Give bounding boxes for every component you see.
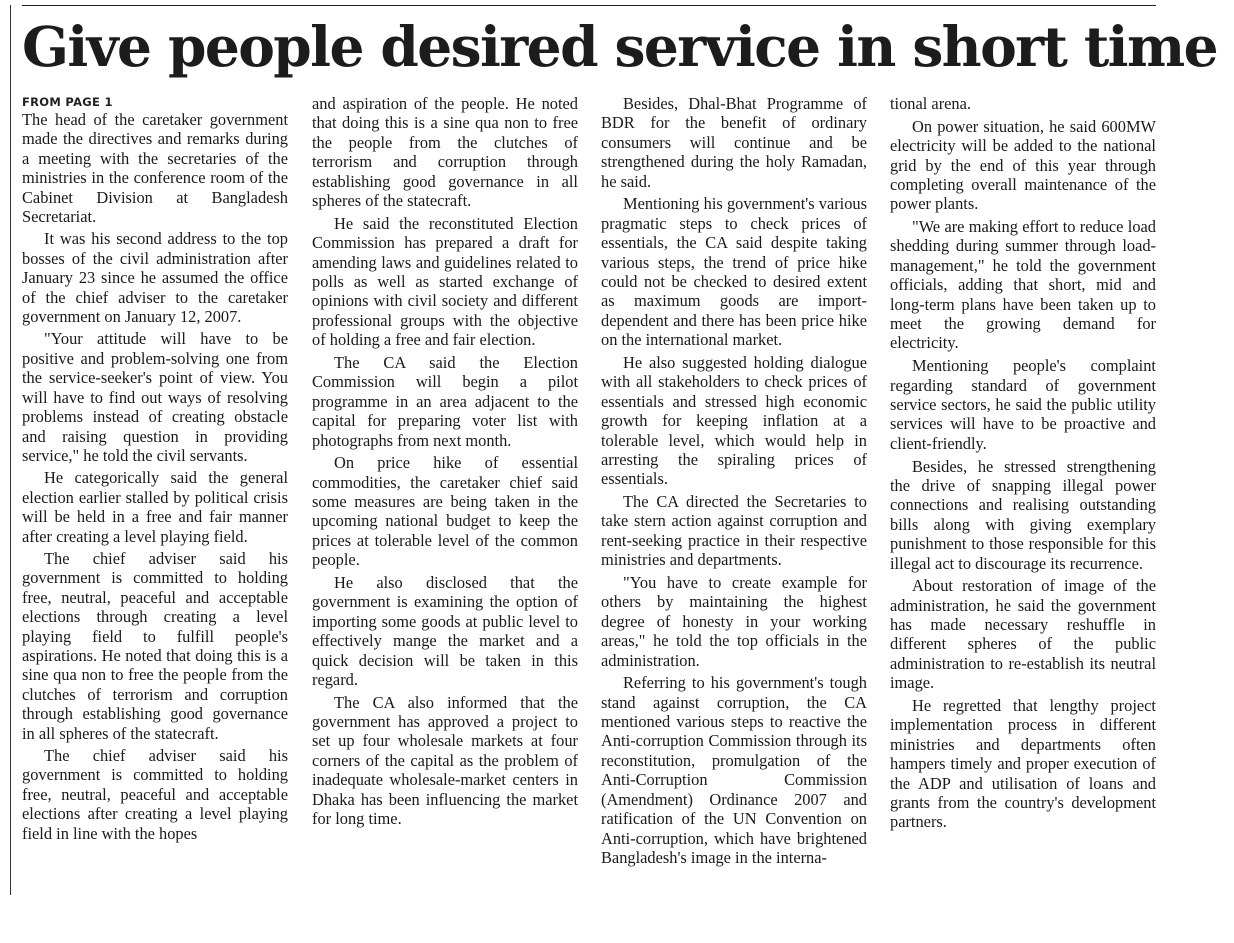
paragraph: Besides, Dhal-Bhat Programme of BDR for the benefit of ordinary consumers will continue and be strengthened during the holy Ramadan, he said. bbox=[601, 94, 867, 191]
paragraph: On power situation, he said 600MW electricity will be added to the national grid by the end of this year through completing overall maintenance of the power plants. bbox=[890, 116, 1156, 214]
paragraph: The chief adviser said his government is committed to holding free, neutral, peaceful and acceptable elections after creating a level playing field in line with the hopes bbox=[22, 746, 288, 843]
paragraph: The chief adviser said his government is committed to holding free, neutral, peaceful and acceptable elections through creating a level playing field to fulfill people's aspirations. He noted that doing this is a sine qua non to free the people from the clutches of terrorism and corruption through establishing good governance in all spheres of the statecraft. bbox=[22, 548, 288, 743]
paragraph: Referring to his government's tough stand against corruption, the CA mentioned various steps to reactive the Anti-corruption Commission through its reconstitution, promulgation of the Anti-Corruption Commission (Amendment) Ordinance 2007 and ratification of the UN Convention on Anti-corruption, which have brightened Bangladesh's image in the interna- bbox=[601, 673, 867, 867]
paragraph: He also suggested holding dialogue with all stakeholders to check prices of essentials and stressed high economic growth for keeping inflation at a tolerable level, which would help in arresting the spiraling prices of essentials. bbox=[601, 352, 867, 489]
paragraph: He also disclosed that the government is examining the option of importing some goods at public level to effectively mange the market and a quick decision will be taken in this regard. bbox=[312, 572, 578, 689]
paragraph: He regretted that lengthy project implementation process in different ministries and departments often hampers timely and proper execution of the ADP and utilisation of loans and grants from the country's development partners. bbox=[890, 695, 1156, 832]
paragraph: "Your attitude will have to be positive and problem-solving one from the service-seeker's point of view. You will have to find out ways of resolving problems instead of creating obstacle and raising question in providing service," he told the civil servants. bbox=[22, 329, 288, 465]
article-column-3 bbox=[601, 94, 867, 899]
article-column-2 bbox=[312, 94, 578, 899]
paragraph: Besides, he stressed strengthening the drive of snapping illegal power connections and realising outstanding bills along with giving exemplary punishment to those responsible for this illegal act to discourage its recurrence. bbox=[890, 456, 1156, 573]
kicker: FROM PAGE 1 bbox=[22, 95, 113, 109]
paragraph: Mentioning people's complaint regarding standard of government service sectors, he said the public utility services will have to be proactive and client-friendly. bbox=[890, 356, 1156, 453]
left-column-rule bbox=[10, 5, 11, 895]
headline: Give people desired service in short time bbox=[22, 14, 1217, 79]
paragraph: About restoration of image of the administration, he said the government has made necessary reshuffle in different spheres of the public administration to re-establish its neutral image. bbox=[890, 576, 1156, 693]
paragraph: He categorically said the general election earlier stalled by political crisis will be held in a free and fair manner after creating a level playing field. bbox=[22, 468, 288, 546]
paragraph: He said the reconstituted Election Commission has prepared a draft for amending laws and guidelines related to polls as well as started exchange of opinions with civil society and different professional groups with the objective of holding a free and fair election. bbox=[312, 213, 578, 350]
top-rule bbox=[22, 5, 1156, 6]
paragraph: It was his second address to the top bosses of the civil administration after January 23 since he assumed the office of the chief adviser to the caretaker government on January 12, 2007. bbox=[22, 229, 288, 327]
paragraph: The CA also informed that the government has approved a project to set up four wholesale markets at four corners of the capital as the problem of inadequate wholesale-market centers in Dhaka has been influencing the market for long time. bbox=[312, 692, 578, 829]
paragraph: Mentioning his government's various pragmatic steps to check prices of essentials, the CA said despite taking various steps, the trend of price hike could not be checked to desired extent as maximum goods are import-dependent and there has been price hike on the international market. bbox=[601, 194, 867, 350]
article-column-1 bbox=[22, 94, 288, 899]
paragraph: tional arena. bbox=[890, 94, 972, 113]
paragraph: The CA directed the Secretaries to take stern action against corruption and rent-seeking practice in their respective ministries and departments. bbox=[601, 492, 867, 570]
paragraph: "We are making effort to reduce load shedding during summer through load-management," he told the government officials, adding that short, mid and long-term plans have been taken up to meet the growing demand for electricity. bbox=[890, 217, 1156, 353]
paragraph: The CA said the Election Commission will begin a pilot programme in an area adjacent to the capital for preparing voter list with photographs from next month. bbox=[312, 352, 578, 450]
paragraph: "You have to create example for others by maintaining the highest degree of honesty in your working areas," he told the top officials in the administration. bbox=[601, 572, 867, 670]
paragraph: and aspiration of the people. He noted that doing this is a sine qua non to free the people from the clutches of terrorism and corruption through establishing good governance in all spheres of the statecraft. bbox=[312, 94, 578, 211]
paragraph: The head of the caretaker government made the directives and remarks during a meeting with the secretaries of the ministries in the conference room of the Cabinet Division at Bangladesh Secretariat. bbox=[22, 110, 288, 227]
paragraph: On price hike of essential commodities, the caretaker chief said some measures are being taken in the upcoming national budget to keep the prices at tolerable level of the common people. bbox=[312, 453, 578, 570]
article-column-4 bbox=[890, 94, 1156, 899]
